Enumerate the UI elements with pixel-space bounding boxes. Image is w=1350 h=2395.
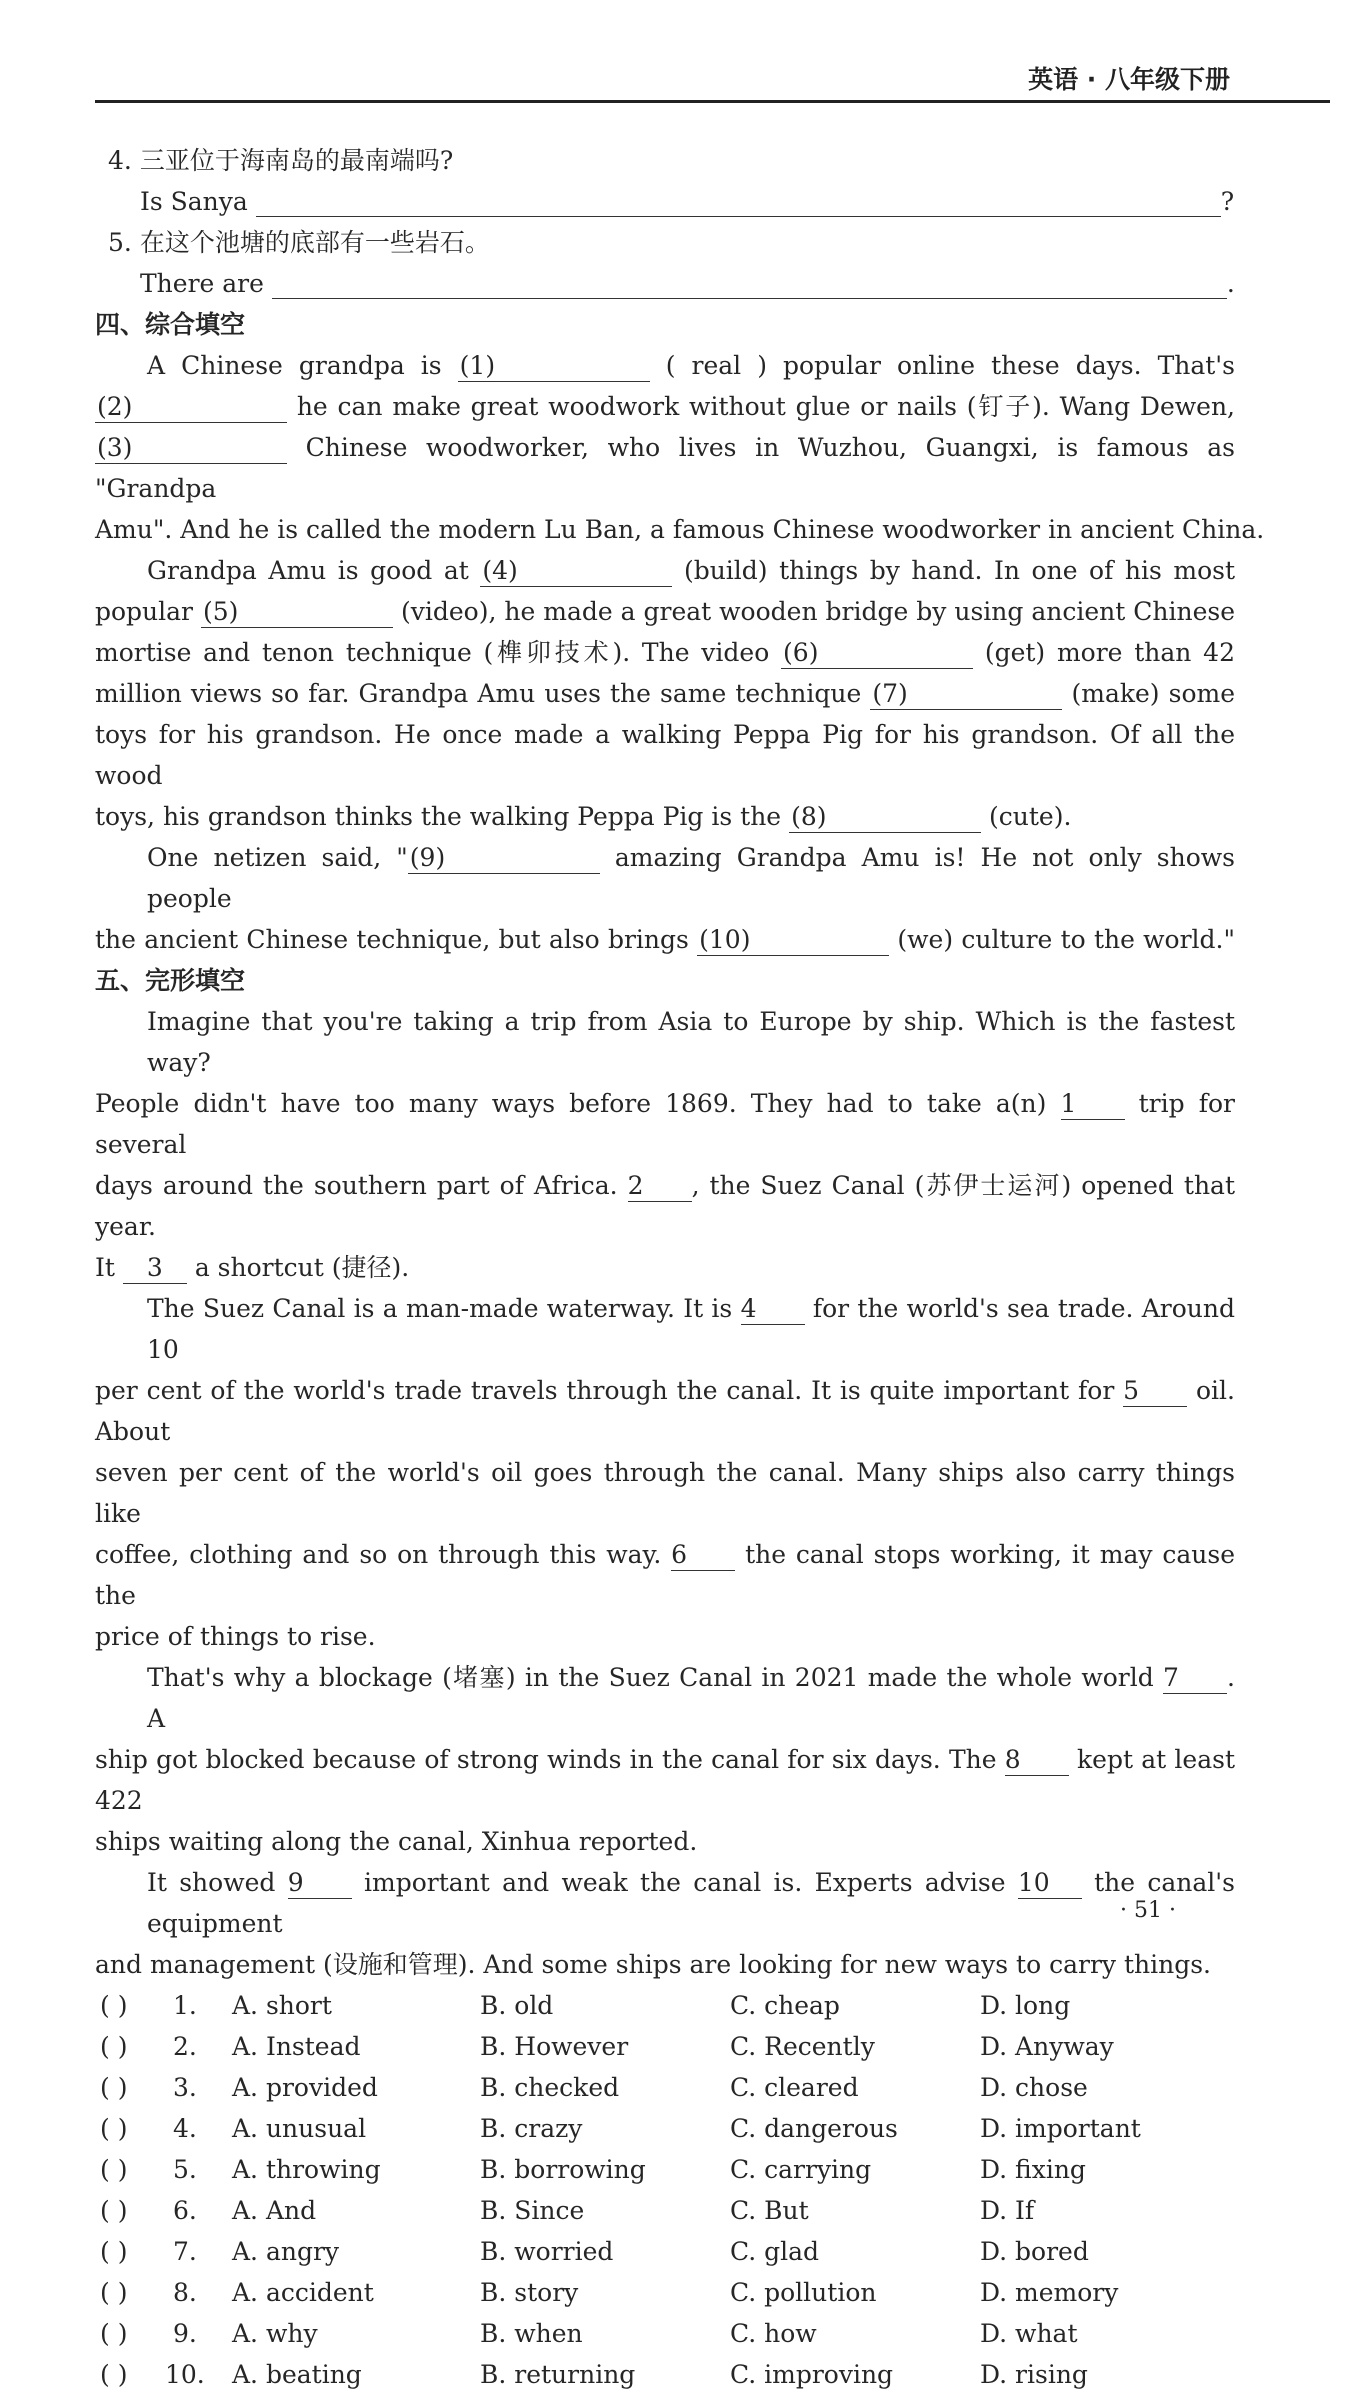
option-row: ( ) 9. A. why B. when C. how D. what [95, 2313, 1235, 2354]
section-5-p4-line2: and management (设施和管理). And some ships are looking for new ways to carry things. [95, 1950, 1211, 1979]
section-4-p2-line5: toys for his grandson. He once made a walking Peppa Pig for his grandson. Of all the wood [95, 720, 1235, 790]
option-b: B. returning [480, 2360, 636, 2389]
fill-blank-9[interactable]: (9) [408, 843, 600, 874]
answer-paren[interactable]: ( ) [100, 2196, 128, 2225]
option-b: B. worried [480, 2237, 614, 2266]
section-5-p2-line4: coffee, clothing and so on through this way. 6 the canal stops working, it may cause the [95, 1540, 1235, 1610]
section-5-p1-line4: It 3 a shortcut (捷径). [95, 1253, 410, 1282]
page-header-title: 英语 · 八年级下册 [1028, 65, 1230, 94]
option-b: B. story [480, 2278, 579, 2307]
cloze-blank-5[interactable]: 5 [1123, 1376, 1187, 1407]
option-a: A. accident [232, 2278, 374, 2307]
cloze-blank-9[interactable]: 9 [288, 1868, 352, 1899]
section-4-p1-line2: (2) he can make great woodwork without glue or nails (钉子). Wang Dewen, [97, 392, 1235, 421]
section-4-p3-line1: One netizen said, "(9) amazing Grandpa Amu is! He not only shows people [147, 843, 1236, 913]
answer-paren[interactable]: ( ) [100, 2237, 128, 2266]
option-c: C. carrying [730, 2155, 872, 2184]
cloze-blank-4[interactable]: 4 [741, 1294, 805, 1325]
option-c: C. dangerous [730, 2114, 898, 2143]
option-row: ( ) 2. A. Instead B. However C. Recently D. Anyway [95, 2026, 1235, 2067]
option-a: A. unusual [232, 2114, 367, 2143]
section-5-p2-line5: price of things to rise. [95, 1622, 376, 1651]
option-d: D. long [980, 1991, 1071, 2020]
section-5-p1-line1: Imagine that you're taking a trip from Asia to Europe by ship. Which is the fastest way? [147, 1007, 1235, 1077]
option-c: C. pollution [730, 2278, 877, 2307]
section-5-title: 五、完形填空 [95, 966, 246, 995]
cloze-blank-1[interactable]: 1 [1061, 1089, 1125, 1120]
answer-options [95, 1985, 1235, 2395]
option-row: ( ) 6. A. And B. Since C. But D. If [95, 2190, 1235, 2231]
option-c: C. glad [730, 2237, 820, 2266]
answer-paren[interactable]: ( ) [100, 2278, 128, 2307]
section-5-p3-line1: That's why a blockage (堵塞) in the Suez Canal in 2021 made the whole world 7 . A [147, 1663, 1235, 1733]
option-d: D. chose [980, 2073, 1088, 2102]
translation-q5-answer: There are . [140, 269, 1235, 298]
option-d: D. fixing [980, 2155, 1086, 2184]
answer-paren[interactable]: ( ) [100, 2032, 128, 2061]
section-4-p3-line2: the ancient Chinese technique, but also brings (10) (we) culture to the world." [95, 925, 1236, 954]
cloze-blank-6[interactable]: 6 [671, 1540, 735, 1571]
option-a: A. provided [232, 2073, 378, 2102]
option-b: B. old [480, 1991, 554, 2020]
option-d: D. memory [980, 2278, 1119, 2307]
option-d: D. If [980, 2196, 1035, 2225]
option-row: ( ) 8. A. accident B. story C. pollution D. memory [95, 2272, 1235, 2313]
translation-q4-chinese: 4. 三亚位于海南岛的最南端吗? [108, 146, 454, 175]
section-4-title: 四、综合填空 [95, 310, 246, 339]
section-4-p1-line3: (3) Chinese woodworker, who lives in Wuzhou, Guangxi, is famous as "Grandpa [95, 433, 1235, 503]
translation-q4-answer: Is Sanya ? [140, 187, 1235, 216]
section-4-p2-line4: million views so far. Grandpa Amu uses the same technique (7) (make) some [95, 679, 1236, 708]
option-c: C. improving [730, 2360, 894, 2389]
section-5-p1-line3: days around the southern part of Africa. 2 , the Suez Canal (苏伊士运河) opened that year. [95, 1171, 1236, 1241]
option-d: D. what [980, 2319, 1078, 2348]
answer-paren[interactable]: ( ) [100, 2360, 128, 2389]
fill-blank-1[interactable]: (1) [458, 351, 650, 382]
answer-paren[interactable]: ( ) [100, 2114, 128, 2143]
option-row: ( ) 3. A. provided B. checked C. cleared D. chose [95, 2067, 1235, 2108]
option-b: B. when [480, 2319, 583, 2348]
option-a: A. short [232, 1991, 332, 2020]
fill-blank-7[interactable]: (7) [870, 679, 1062, 710]
answer-blank[interactable] [256, 188, 1221, 217]
translation-q5-chinese: 5. 在这个池塘的底部有一些岩石。 [108, 228, 490, 257]
option-c: C. how [730, 2319, 817, 2348]
page-number: · 51 · [1120, 1898, 1176, 1923]
answer-paren[interactable]: ( ) [100, 2319, 128, 2348]
worksheet-content [95, 140, 1265, 2395]
option-b: B. borrowing [480, 2155, 646, 2184]
section-4-p2-line3: mortise and tenon technique (榫卯技术). The video (6) (get) more than 42 [95, 638, 1235, 667]
option-a: A. angry [232, 2237, 340, 2266]
option-a: A. And [232, 2196, 317, 2225]
option-c: C. cheap [730, 1991, 840, 2020]
fill-blank-10[interactable]: (10) [697, 925, 889, 956]
fill-blank-2[interactable]: (2) [95, 392, 287, 423]
option-b: B. checked [480, 2073, 620, 2102]
answer-blank[interactable] [272, 270, 1227, 299]
section-5-p4-line1: It showed 9 important and weak the canal is. Experts advise 10 the canal's equipment [147, 1868, 1236, 1938]
cloze-blank-2[interactable]: 2 [628, 1171, 692, 1202]
option-row: ( ) 4. A. unusual B. crazy C. dangerous D. important [95, 2108, 1235, 2149]
option-row: ( ) 5. A. throwing B. borrowing C. carrying D. fixing [95, 2149, 1235, 2190]
fill-blank-8[interactable]: (8) [789, 802, 981, 833]
option-a: A. beating [232, 2360, 362, 2389]
option-row: ( ) 1. A. short B. old C. cheap D. long [95, 1985, 1235, 2026]
answer-paren[interactable]: ( ) [100, 1991, 128, 2020]
fill-blank-4[interactable]: (4) [480, 556, 672, 587]
section-5-p3-line3: ships waiting along the canal, Xinhua reported. [95, 1827, 698, 1856]
section-4-p1-line1: A Chinese grandpa is (1) ( real ) popular online these days. That's [147, 351, 1236, 380]
fill-blank-6[interactable]: (6) [781, 638, 973, 669]
option-row: ( ) 10. A. beating B. returning C. improving D. rising [95, 2354, 1235, 2395]
cloze-blank-3[interactable]: 3 [123, 1253, 187, 1284]
section-5-p2-line3: seven per cent of the world's oil goes through the canal. Many ships also carry things like [95, 1458, 1235, 1528]
option-c: C. But [730, 2196, 809, 2225]
section-5-p2-line1: The Suez Canal is a man-made waterway. It is 4 for the world's sea trade. Around 10 [147, 1294, 1236, 1364]
header-rule [95, 100, 1330, 103]
option-row: ( ) 7. A. angry B. worried C. glad D. bored [95, 2231, 1235, 2272]
section-4-p2-line6: toys, his grandson thinks the walking Peppa Pig is the (8) (cute). [95, 802, 1072, 831]
option-d: D. rising [980, 2360, 1088, 2389]
answer-paren[interactable]: ( ) [100, 2155, 128, 2184]
option-d: D. Anyway [980, 2032, 1114, 2061]
option-d: D. bored [980, 2237, 1089, 2266]
option-b: B. crazy [480, 2114, 583, 2143]
option-b: B. Since [480, 2196, 585, 2225]
section-4-p1-line4: Amu". And he is called the modern Lu Ban, a famous Chinese woodworker in ancient China. [95, 515, 1265, 544]
option-c: C. cleared [730, 2073, 859, 2102]
cloze-blank-8[interactable]: 8 [1005, 1745, 1069, 1776]
fill-blank-3[interactable]: (3) [95, 433, 287, 464]
section-4-p2-line1: Grandpa Amu is good at (4) (build) things by hand. In one of his most [147, 556, 1236, 585]
option-a: A. why [232, 2319, 318, 2348]
section-5-p1-line2: People didn't have too many ways before 1869. They had to take a(n) 1 trip for several [95, 1089, 1235, 1159]
option-c: C. Recently [730, 2032, 875, 2061]
option-a: A. Instead [232, 2032, 361, 2061]
option-b: B. However [480, 2032, 629, 2061]
fill-blank-5[interactable]: (5) [201, 597, 393, 628]
option-a: A. throwing [232, 2155, 381, 2184]
answer-paren[interactable]: ( ) [100, 2073, 128, 2102]
option-d: D. important [980, 2114, 1141, 2143]
section-5-p3-line2: ship got blocked because of strong winds in the canal for six days. The 8 kept at least 422 [95, 1745, 1235, 1815]
section-4-p2-line2: popular (5) (video), he made a great wooden bridge by using ancient Chinese [95, 597, 1236, 626]
section-5-p2-line2: per cent of the world's trade travels through the canal. It is quite important for 5 oil. About [95, 1376, 1235, 1446]
cloze-blank-10[interactable]: 10 [1018, 1868, 1082, 1899]
cloze-blank-7[interactable]: 7 [1163, 1663, 1227, 1694]
